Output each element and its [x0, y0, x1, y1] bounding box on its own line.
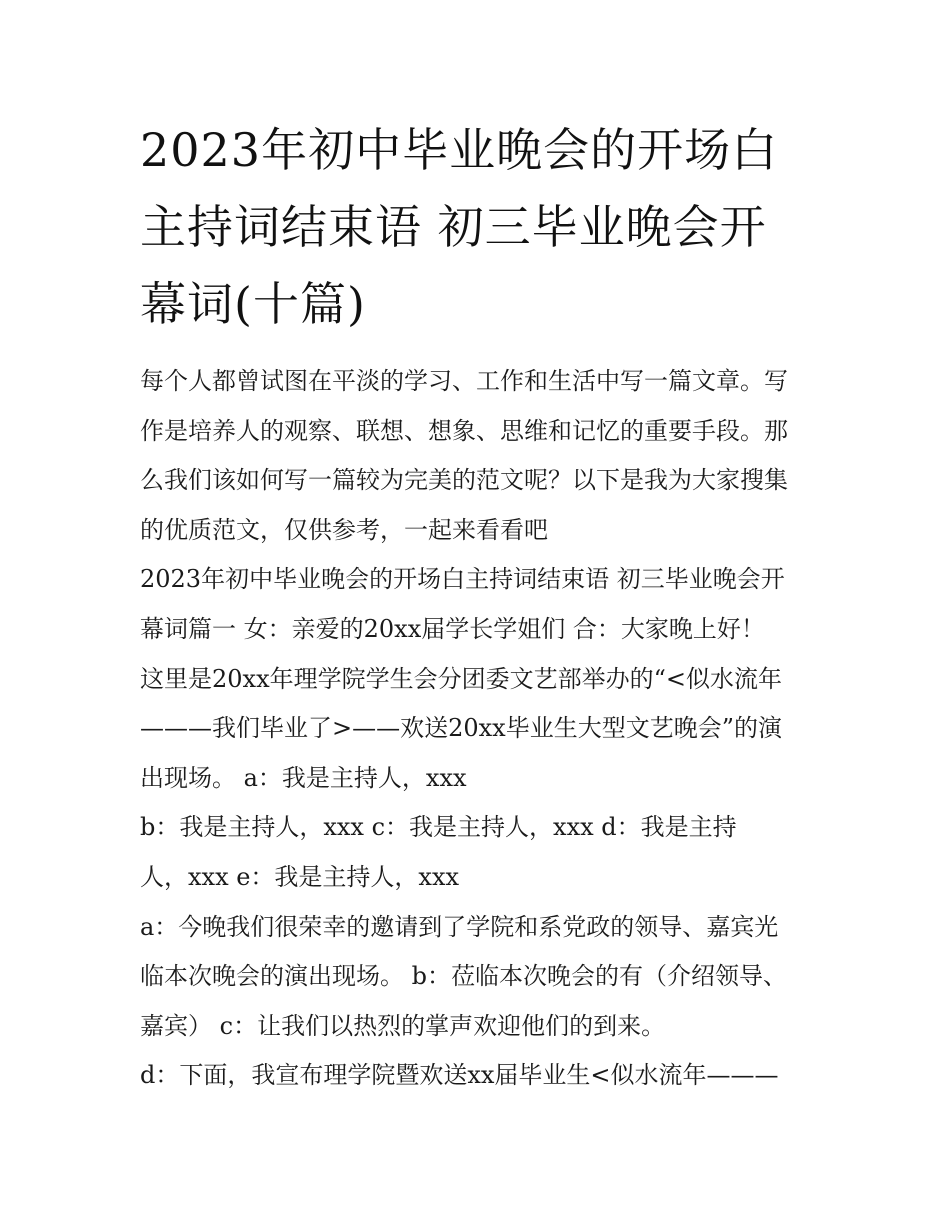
title-line: 2023年初中毕业晚会的开场白	[140, 123, 779, 177]
body-line: 作是培养人的观察、联想、想象、思维和记忆的重要手段。那	[140, 416, 788, 445]
body-line: 人，xxx e：我是主持人，xxx	[140, 862, 460, 891]
body-line: 出现场。 a：我是主持人，xxx	[140, 763, 467, 792]
body-line: 么我们该如何写一篇较为完美的范文呢？以下是我为大家搜集	[140, 466, 788, 495]
body-line: 的优质范文，仅供参考，一起来看看吧	[140, 515, 548, 544]
body-line: b：我是主持人，xxx c：我是主持人，xxx d：我是主持	[140, 813, 737, 842]
body-line: 这里是20xx年理学院学生会分团委文艺部举办的“<似水流年	[140, 664, 782, 693]
document-title	[140, 112, 820, 343]
body-line: 临本次晚会的演出现场。 b：莅临本次晚会的有（介绍领导、	[140, 962, 787, 991]
title-line: 主持词结束语 初三毕业晚会开	[140, 200, 767, 254]
body-line: 幕词篇一 女：亲爱的20xx届学长学姐们 合：大家晚上好！	[140, 614, 765, 643]
body-line: 2023年初中毕业晚会的开场白主持词结束语 初三毕业晚会开	[140, 565, 785, 594]
body-line: 嘉宾） c：让我们以热烈的掌声欢迎他们的到来。	[140, 1011, 666, 1040]
body-line: d：下面，我宣布理学院暨欢送xx届毕业生<似水流年———	[140, 1061, 779, 1090]
document-body	[140, 357, 820, 1101]
title-line: 幕词(十篇)	[140, 277, 366, 331]
body-line: 每个人都曾试图在平淡的学习、工作和生活中写一篇文章。写	[140, 367, 788, 395]
body-line: a：今晚我们很荣幸的邀请到了学院和系党政的领导、嘉宾光	[140, 912, 779, 941]
body-line: ———我们毕业了>——欢送20xx毕业生大型文艺晚会”的演	[140, 714, 782, 743]
